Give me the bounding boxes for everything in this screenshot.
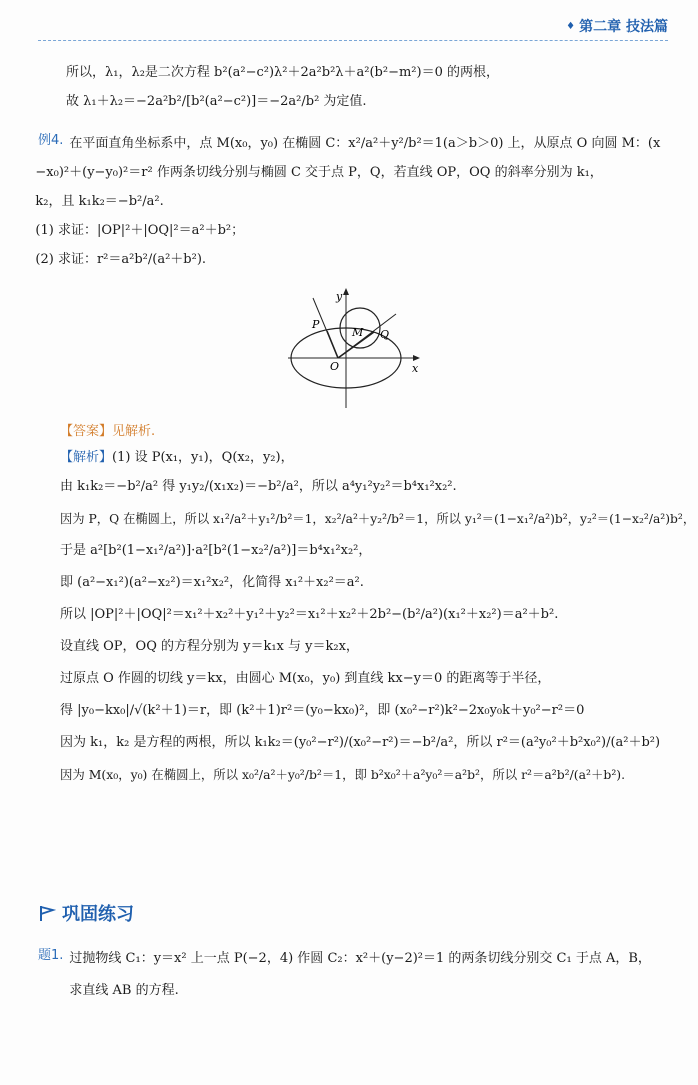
analysis-first: (1) 设 P(x₁，y₁)，Q(x₂，y₂)， <box>112 450 294 465</box>
analysis-line: 由 k₁k₂＝−b²/a² 得 y₁y₂/(x₁x₂)＝−b²/a²，所以 a⁴y₁²y₂²＝b⁴x₁²x₂². <box>60 479 457 494</box>
chapter-title: 第二章 技法篇 <box>579 19 668 35</box>
example-block <box>35 128 663 276</box>
example-line: −x₀)²＋(y−y₀)²＝r² 作两条切线分别与椭圆 C 交于点 P，Q，若直线 OP，OQ 的斜率分别为 k₁， <box>35 165 603 180</box>
main-content <box>35 60 696 791</box>
answer-tag: 【答案】 <box>60 424 113 439</box>
answer-line <box>38 419 663 445</box>
diamond-icon: ♦ <box>566 20 576 32</box>
section-title: 巩固练习 <box>62 904 134 925</box>
y-arrow <box>343 288 349 295</box>
solution-line: 故 λ₁＋λ₂＝−2a²b²/[b²(a²−c²)]＝−2a²/b² 为定值. <box>66 94 367 109</box>
example-line: (2) 求证：r²＝a²b²/(a²＋b²). <box>35 252 207 267</box>
analysis-line: 因为 P，Q 在椭圆上，所以 x₁²/a²＋y₁²/b²＝1，x₂²/a²＋y₂²/b²＝1，所以 y₁²＝(1−x₁²/a²)b²，y₂²＝(1−x₂²/a²)b²， <box>60 512 696 526</box>
label-q: Q <box>380 328 390 341</box>
page-header <box>38 12 668 41</box>
example-line: k₂，且 k₁k₂＝−b²/a². <box>35 194 164 209</box>
analysis-line: 因为 M(x₀，y₀) 在椭圆上，所以 x₀²/a²＋y₀²/b²＝1，即 b²x₀²＋a²y₀²＝a²b²，所以 r²＝a²b²/(a²＋b²). <box>60 767 626 782</box>
label-o: O <box>330 360 340 373</box>
exercise-label: 题1. <box>38 948 64 963</box>
label-p: P <box>312 318 320 331</box>
example-line: (1) 求证：|OP|²＋|OQ|²＝a²＋b²； <box>35 223 245 238</box>
solution-line: 所以，λ₁，λ₂是二次方程 b²(a²−c²)λ²＋2a²b²λ＋a²(b²−m²)＝0 的两根， <box>66 65 499 80</box>
analysis-line: 因为 k₁，k₂ 是方程的两根，所以 k₁k₂＝(y₀²−r²)/(x₀²−r²)＝−b²/a²，所以 r²＝(a²y₀²＋b²x₀²)/(a²＋b²) <box>60 735 661 750</box>
answer-text: 见解析. <box>112 424 156 439</box>
label-m: M <box>352 326 364 339</box>
exercise-line: 过抛物线 C₁：y＝x² 上一点 P(−2，4) 作圆 C₂：x²＋(y−2)²＝1 的两条切线分别交 C₁ 于点 A，B， <box>69 951 651 966</box>
example-line: 在平面直角坐标系中，点 M(x₀，y₀) 在椭圆 C：x²/a²＋y²/b²＝1(a＞b＞0) 上，从原点 O 向圆 M：(x <box>69 136 661 151</box>
label-x: x <box>412 362 419 375</box>
segment-op <box>327 331 338 358</box>
exercise-line: 求直线 AB 的方程. <box>69 983 179 998</box>
label-y: y <box>336 290 343 303</box>
analysis-line: 所以 |OP|²＋|OQ|²＝x₁²＋x₂²＋y₁²＋y₂²＝x₁²＋x₂²＋2b²−(b²/a²)(x₁²＋x₂²)＝a²＋b². <box>60 607 559 622</box>
analysis-line: 于是 a²[b²(1−x₁²/a²)]·a²[b²(1−x₂²/a²)]＝b⁴x₁²x₂²， <box>60 543 372 558</box>
analysis-tag: 【解析】 <box>60 450 113 465</box>
x-arrow <box>413 355 420 361</box>
analysis-line: 得 |y₀−kx₀|/√(k²＋1)＝r，即 (k²＋1)r²＝(y₀−kx₀)²，即 (x₀²−r²)k²−2x₀y₀k＋y₀²−r²＝0 <box>60 703 585 718</box>
section-heading <box>38 900 134 926</box>
analysis-line: 即 (a²−x₁²)(a²−x₂²)＝x₁²x₂²，化简得 x₁²＋x₂²＝a². <box>60 575 364 590</box>
exercise-block <box>38 943 663 1007</box>
ellipse-tangent-figure <box>288 286 438 411</box>
flag-icon <box>38 904 56 922</box>
analysis-line: 过原点 O 作圆的切线 y＝kx，由圆心 M(x₀，y₀) 到直线 kx−y＝0 的距离等于半径， <box>60 671 551 686</box>
analysis-block <box>38 445 696 791</box>
analysis-line: 设直线 OP，OQ 的方程分别为 y＝k₁x 与 y＝k₂x， <box>60 639 359 654</box>
example-label: 例4. <box>38 133 64 148</box>
